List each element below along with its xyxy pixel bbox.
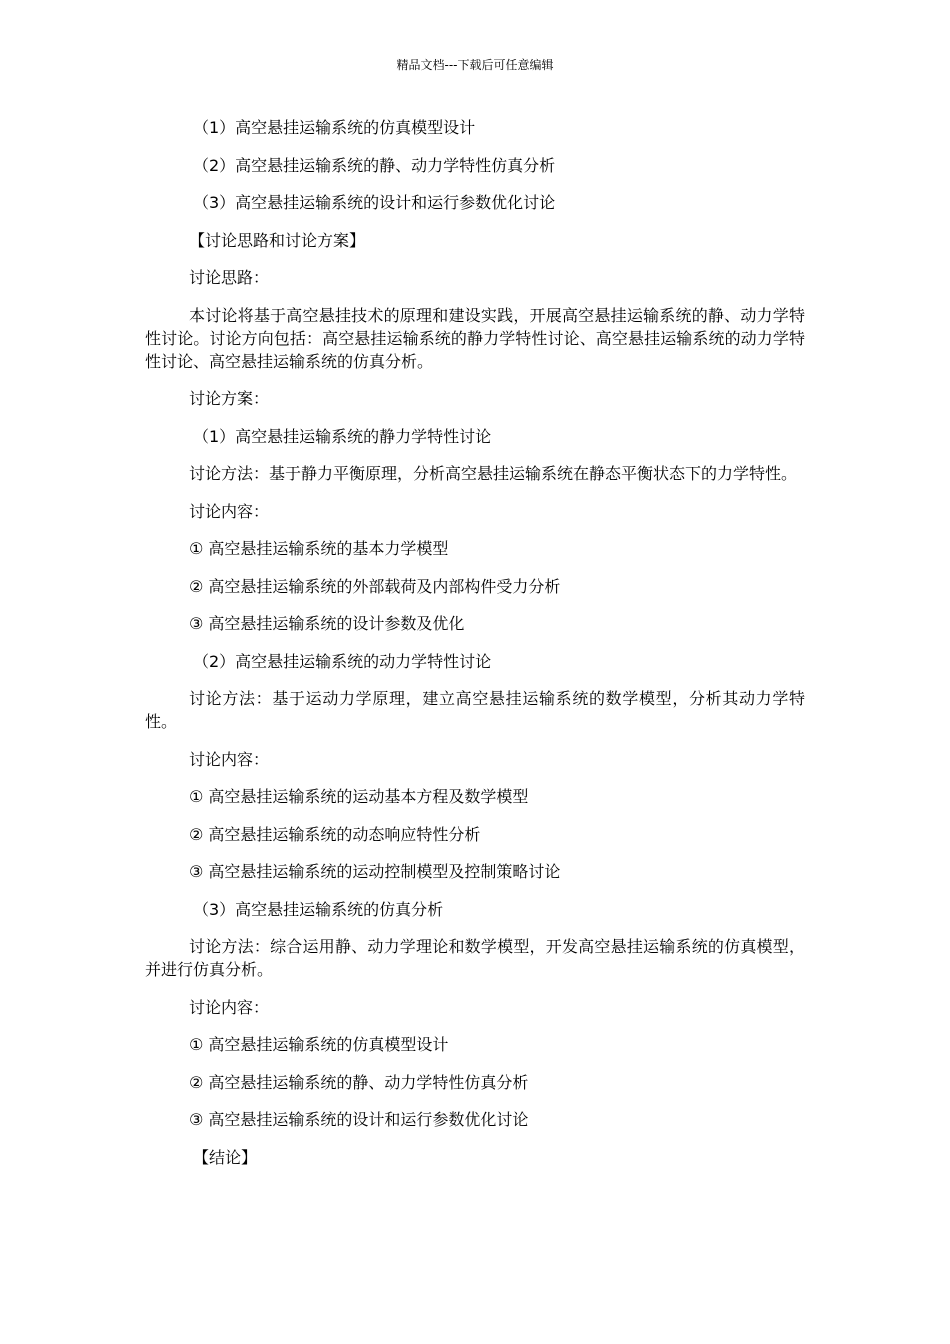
paragraph: （1）高空悬挂运输系统的静力学特性讨论 (193, 426, 492, 446)
paragraph: 讨论内容： (189, 997, 270, 1017)
list-item: ① 高空悬挂运输系统的运动基本方程及数学模型 (189, 787, 529, 806)
paragraph: （3）高空悬挂运输系统的仿真分析 (193, 899, 444, 919)
list-item: ③ 高空悬挂运输系统的运动控制模型及控制策略讨论 (189, 862, 561, 881)
paragraph: （2）高空悬挂运输系统的动力学特性讨论 (193, 651, 492, 671)
document-body (145, 116, 805, 1183)
paragraph: 讨论方法：基于静力平衡原理，分析高空悬挂运输系统在静态平衡状态下的力学特性。 (189, 464, 798, 483)
section-heading: 【结论】 (193, 1147, 258, 1167)
list-item: ① 高空悬挂运输系统的仿真模型设计 (189, 1035, 449, 1054)
list-item: ① 高空悬挂运输系统的基本力学模型 (189, 539, 449, 558)
list-item: ③ 高空悬挂运输系统的设计参数及优化 (189, 614, 465, 633)
page-header: 精品文档---下载后可任意编辑 (396, 58, 554, 72)
section-heading: 【讨论思路和讨论方案】 (189, 230, 366, 250)
paragraph: 讨论方案： (189, 389, 270, 408)
list-item: ③ 高空悬挂运输系统的设计和运行参数优化讨论 (189, 1110, 529, 1129)
paragraph: 讨论方法：综合运用静、动力学理论和数学模型，开发高空悬挂运输系统的仿真模型，并进行仿真分析。 (145, 937, 805, 979)
paragraph: 讨论内容： (189, 749, 270, 769)
paragraph: 本讨论将基于高空悬挂技术的原理和建设实践，开展高空悬挂运输系统的静、动力学特性讨论。讨论方向包括：高空悬挂运输系统的静力学特性讨论、高空悬挂运输系统的动力学特性讨论、高空悬挂运输系统的仿真分析。 (145, 305, 805, 371)
paragraph: 讨论方法：基于运动力学原理，建立高空悬挂运输系统的数学模型，分析其动力学特性。 (145, 689, 805, 731)
paragraph: （1）高空悬挂运输系统的仿真模型设计 (193, 118, 476, 137)
paragraph: （3）高空悬挂运输系统的设计和运行参数优化讨论 (193, 193, 556, 212)
list-item: ② 高空悬挂运输系统的静、动力学特性仿真分析 (189, 1072, 529, 1092)
list-item: ② 高空悬挂运输系统的外部载荷及内部构件受力分析 (189, 576, 561, 596)
paragraph: 讨论思路： (189, 268, 270, 287)
list-item: ② 高空悬挂运输系统的动态响应特性分析 (189, 824, 481, 844)
paragraph: 讨论内容： (189, 501, 270, 521)
paragraph: （2）高空悬挂运输系统的静、动力学特性仿真分析 (193, 155, 556, 175)
